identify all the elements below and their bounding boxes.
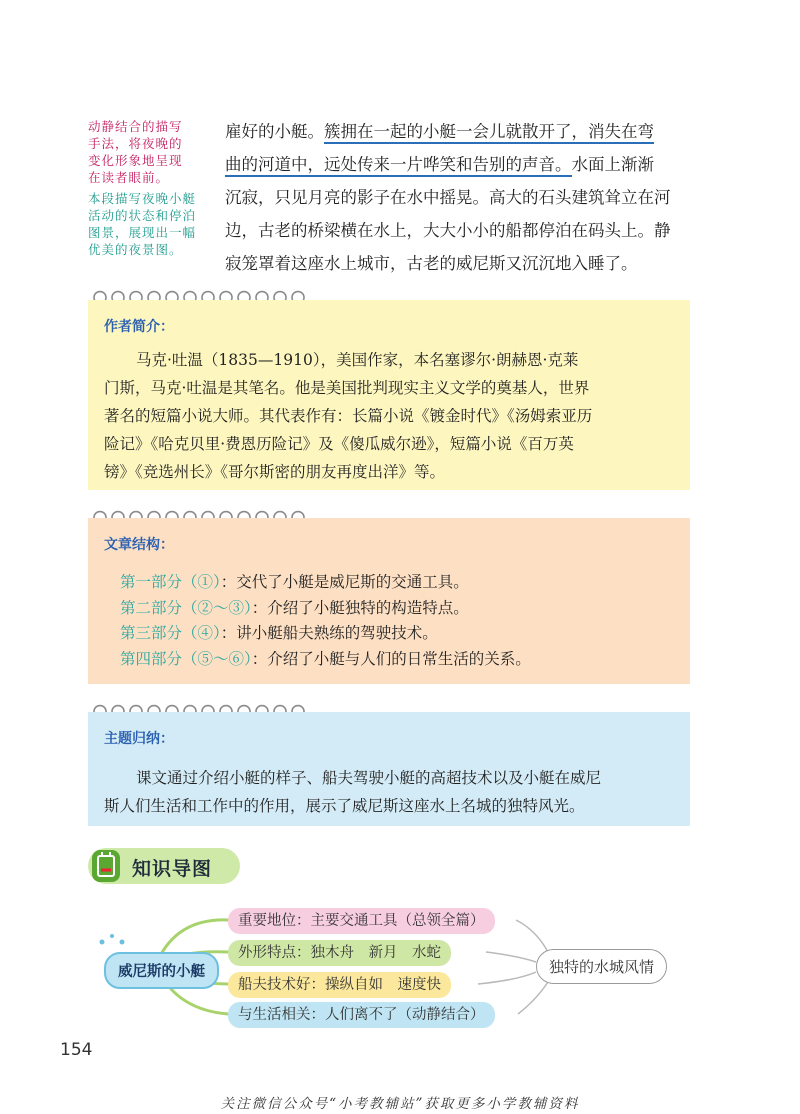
mind-map-conclusion-node: 独特的水城风情: [536, 949, 667, 984]
underlined-text: 簇拥在一起的小艇一会儿就散开了，消失在弯: [324, 122, 654, 144]
para-text: 雇好的小艇。: [225, 122, 324, 141]
theme-panel: [88, 712, 690, 826]
structure-label: 第二部分（②～③）: [120, 598, 252, 617]
structure-item: [104, 621, 676, 647]
structure-text: ：介绍了小艇独特的构造特点。: [251, 598, 469, 617]
author-line: 险记》《哈克贝里·费恩历险记》及《傻瓜威尔逊》，短篇小说《百万英: [104, 435, 574, 453]
para-line: 沉寂，只见月亮的影子在水中摇晃。高大的石头建筑耸立在河: [225, 188, 671, 207]
theme-line: 课文通过介绍小艇的样子、船夫驾驶小艇的高超技术以及小艇在威尼: [136, 769, 602, 787]
author-line: 门斯，马克·吐温是其笔名。他是美国批判现实主义文学的奠基人，世界: [104, 379, 590, 397]
structure-item: [104, 596, 676, 622]
structure-panel: [88, 518, 690, 684]
structure-label: 第一部分（①）: [120, 573, 221, 591]
annotation-line: 动静结合的描写: [88, 119, 183, 134]
branch-importance: 重要地位：主要交通工具（总领全篇）: [228, 908, 495, 934]
annotation-line: 本段描写夜晚小艇: [88, 191, 197, 206]
structure-item: [104, 647, 676, 673]
structure-label: 第四部分（⑤～⑥）: [120, 649, 252, 668]
flask-icon: [92, 850, 120, 882]
annotation-note-2: [88, 190, 218, 258]
structure-text: ：介绍了小艇与人们的日常生活的关系。: [251, 649, 531, 668]
annotation-line: 手法，将夜晚的: [88, 136, 183, 151]
para-line: 寂笼罩着这座水上城市，古老的威尼斯又沉沉地入睡了。: [225, 254, 638, 273]
underlined-text: 曲的河道中，远处传来一片哗笑和告别的声音。: [225, 155, 572, 177]
annotation-line: 图景，展现出一幅: [88, 225, 197, 240]
structure-heading: 文章结构：: [104, 537, 174, 553]
branch-appearance: 外形特点：独木舟 新月 水蛇: [228, 940, 451, 966]
annotation-note-1: [88, 118, 218, 186]
page-number: 154: [60, 1040, 93, 1060]
theme-heading: 主题归纳：: [104, 731, 174, 747]
annotation-line: 优美的夜景图。: [88, 242, 183, 257]
footer-note: 关注微信公众号“小考教辅站”获取更多小学教辅资料: [220, 1096, 580, 1112]
author-line: 马克·吐温（1835—1910），美国作家，本名塞谬尔·朗赫恩·克莱: [136, 351, 579, 369]
author-line: 著名的短篇小说大师。其代表作有：长篇小说《镀金时代》《汤姆索亚历: [104, 407, 593, 425]
structure-text: ：交代了小艇是威尼斯的交通工具。: [220, 573, 469, 591]
structure-body: [104, 570, 676, 672]
knowledge-map-label: 知识导图: [132, 858, 213, 880]
annotation-line: 变化形象地呈现: [88, 153, 183, 168]
knowledge-map-title: [88, 848, 240, 884]
structure-item: [104, 570, 676, 596]
para-text: 水面上渐渐: [571, 155, 654, 174]
structure-text: ：讲小艇船夫熟练的驾驶技术。: [220, 624, 438, 642]
theme-body: [104, 764, 676, 820]
author-heading: 作者简介：: [104, 319, 174, 335]
author-intro-panel: [88, 300, 690, 490]
para-line: 边，古老的桥梁横在水上，大大小小的船都停泊在码头上。静: [225, 221, 671, 240]
text-paragraph: [225, 115, 695, 280]
mind-map: [88, 900, 708, 1030]
author-body: [104, 346, 676, 486]
annotation-line: 在读者眼前。: [88, 170, 170, 185]
mind-map-center-node: 威尼斯的小艇: [104, 952, 219, 989]
structure-label: 第三部分（④）: [120, 624, 221, 642]
theme-line: 斯人们生活和工作中的作用，展示了威尼斯这座水上名城的独特风光。: [104, 797, 585, 815]
branch-boatman-skill: 船夫技术好：操纵自如 速度快: [228, 972, 451, 998]
branch-life-relation: 与生活相关：人们离不了（动静结合）: [228, 1002, 495, 1028]
author-line: 镑》《竞选州长》《哥尔斯密的朋友再度出洋》等。: [104, 463, 446, 481]
annotation-line: 活动的状态和停泊: [88, 208, 197, 223]
